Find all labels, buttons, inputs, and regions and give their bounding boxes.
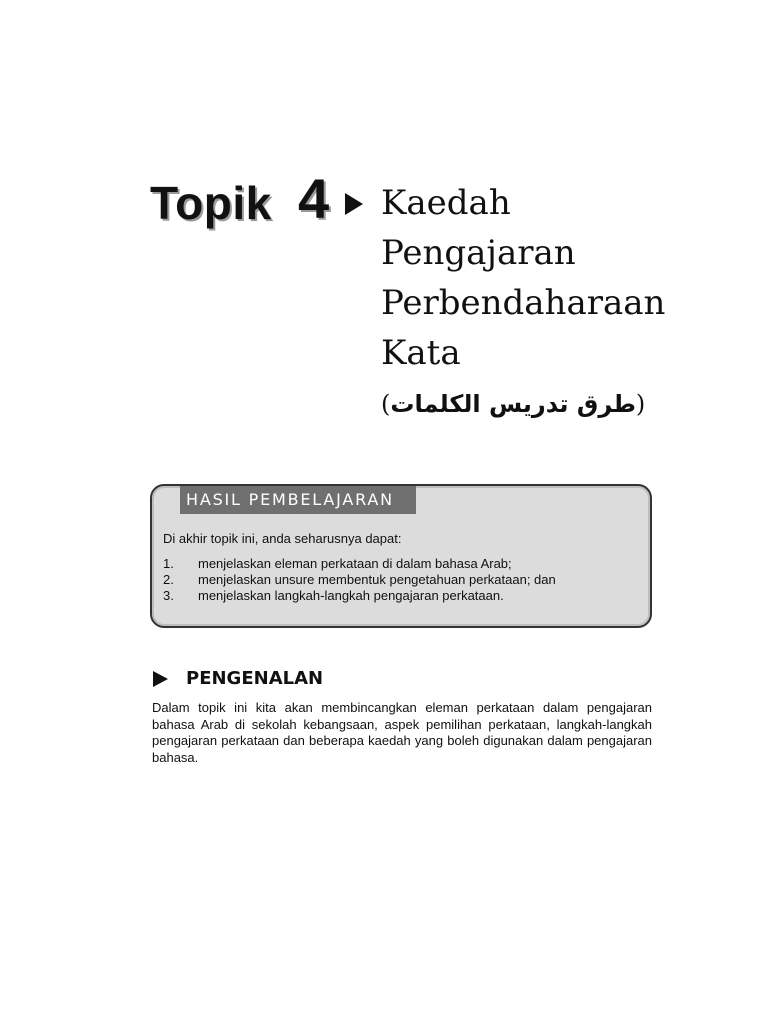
chapter-label: Topik: [150, 177, 272, 229]
list-item-text: menjelaskan langkah-langkah pengajaran perkataan.: [198, 588, 504, 603]
chapter-title-line: Pengajaran: [381, 233, 576, 273]
learning-outcomes-header: HASIL PEMBELAJARAN: [180, 486, 416, 514]
learning-outcomes-list: [163, 556, 633, 604]
chapter-number: 4: [298, 167, 330, 230]
chapter-title-line: Perbendaharaan: [381, 283, 666, 323]
list-item-text: menjelaskan eleman perkataan di dalam bahasa Arab;: [198, 556, 512, 571]
list-item-text: menjelaskan unsure membentuk pengetahuan perkataan; dan: [198, 572, 556, 587]
chapter-title-line: Kata: [381, 333, 461, 373]
section-heading: PENGENALAN: [186, 668, 324, 689]
list-item-number: 2.: [163, 572, 174, 587]
arabic-title-text: طرق تدريس الكلمات: [390, 390, 636, 418]
chapter-title-line: Kaedah: [381, 183, 511, 223]
list-item-number: 1.: [163, 556, 174, 571]
list-item: [163, 556, 633, 572]
list-item: [163, 572, 633, 588]
intro-paragraph: Dalam topik ini kita akan membincangkan eleman perkataan dalam pengajaran bahasa Arab di sekolah kebangsaan, aspek pemilihan perkataan, langkah-langkah pengajaran perkataan dan beberapa kaedah yang boleh digunakan dalam pengajaran bahasa.: [152, 700, 652, 765]
list-item: [163, 588, 633, 604]
list-item-number: 3.: [163, 588, 174, 603]
section-arrow-icon: [153, 671, 168, 687]
chapter-title: [381, 178, 721, 378]
arabic-close-paren: ): [635, 390, 646, 418]
learning-outcomes-intro: Di akhir topik ini, anda seharusnya dapat:: [163, 531, 402, 546]
chapter-arrow-icon: [345, 193, 363, 215]
arabic-open-paren: (: [381, 390, 391, 418]
arabic-title: [381, 384, 645, 424]
